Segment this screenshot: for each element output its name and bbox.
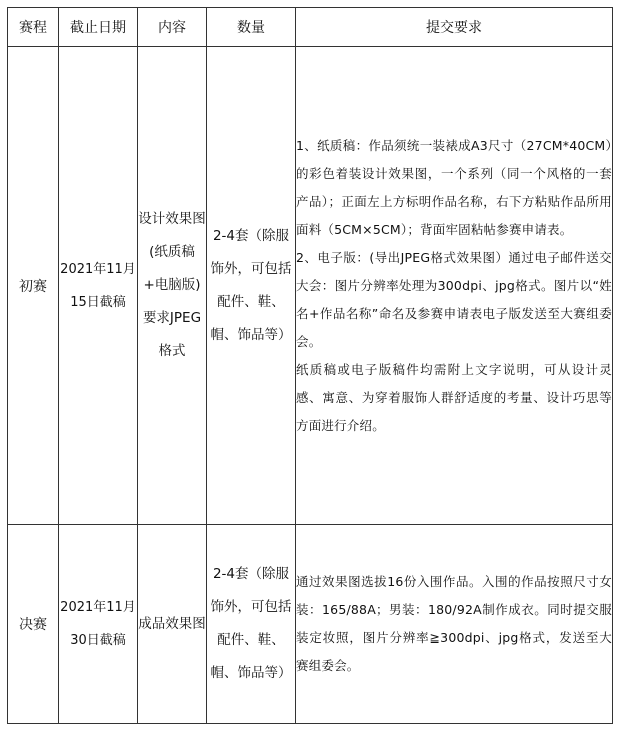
stage-cell: 决赛	[8, 525, 59, 724]
requirement-electronic: 2、电子版：(导出JPEG格式效果图）通过电子邮件送交大会：图片分辨率处理为300dpi、jpg格式。图片以“姓名+作品名称”命名及参赛申请表电子版发送至大赛组委会。	[296, 249, 612, 349]
table-row-final	[8, 525, 613, 724]
requirement-final: 通过效果图选拔16份入围作品。入围的作品按照尺寸女装：165/88A；男装：180/92A制作成衣。同时提交服装定妆照，图片分辨率≧300dpi、jpg格式，发送至大赛组委会。	[296, 574, 612, 673]
header-stage: 赛程	[8, 8, 59, 47]
requirement-paper: 1、纸质稿：作品须统一装裱成A3尺寸（27CM*40CM）的彩色着装设计效果图，一个系列（同一个风格的一套产品）；正面左上方标明作品名称，右下方粘贴作品所用面料（5CM×5CM）；背面牢固粘帖参赛申请表。	[296, 137, 612, 237]
header-requirements: 提交要求	[296, 8, 613, 47]
quantity-cell: 2-4套（除服饰外，可包括配件、鞋、帽、饰品等）	[207, 525, 296, 724]
content-cell: 成品效果图	[138, 525, 207, 724]
header-quantity: 数量	[207, 8, 296, 47]
header-row	[8, 8, 613, 47]
requirement-description: 纸质稿或电子版稿件均需附上文字说明，可从设计灵感、寓意、为穿着服饰人群舒适度的考量、设计巧思等方面进行介绍。	[296, 361, 612, 433]
requirements-cell	[296, 525, 613, 724]
stage-cell: 初赛	[8, 47, 59, 525]
deadline-cell: 2021年11月15日截稿	[59, 47, 138, 525]
table-row-preliminary	[8, 47, 613, 525]
competition-schedule-table	[7, 7, 613, 724]
header-content: 内容	[138, 8, 207, 47]
requirements-cell	[296, 47, 613, 525]
quantity-cell: 2-4套（除服饰外，可包括配件、鞋、帽、饰品等）	[207, 47, 296, 525]
deadline-cell: 2021年11月30日截稿	[59, 525, 138, 724]
content-cell: 设计效果图(纸质稿+电脑版)要求JPEG格式	[138, 47, 207, 525]
header-deadline: 截止日期	[59, 8, 138, 47]
